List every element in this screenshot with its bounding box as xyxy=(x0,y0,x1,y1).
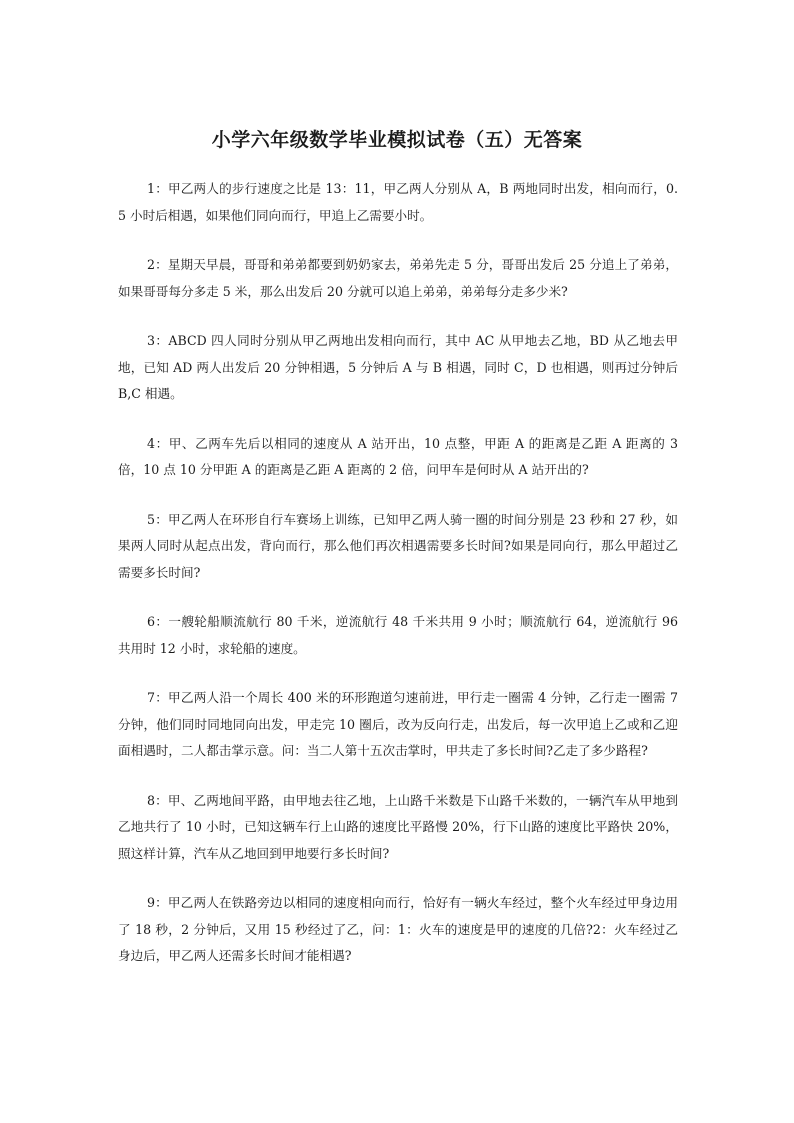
problem-3: 3：ABCD 四人同时分别从甲乙两地出发相向而行，其中 AC 从甲地去乙地，BD 从乙地去甲地，已知 AD 两人出发后 20 分钟相遇，5 分钟后 A 与 B 相遇，同时 C，D 也相遇，则再过分钟后 B,C 相遇。 xyxy=(118,333,678,401)
problem-5: 5：甲乙两人在环形自行车赛场上训练，已知甲乙两人骑一圈的时间分别是 23 秒和 27 秒，如果两人同时从起点出发，背向而行，那么他们再次相遇需要多长时间?如果是同向行，那么甲超过乙需要多长时间? xyxy=(118,511,678,580)
problem-7: 7：甲乙两人沿一个周长 400 米的环形跑道匀速前进，甲行走一圈需 4 分钟，乙行走一圈需 7 分钟，他们同时同地同向出发，甲走完 10 圈后，改为反向行走，出发后，每一次甲追上乙或和乙迎面相遇时，二人都击掌示意。问：当二人第十五次击掌时，甲共走了多长时间?乙走了多少路程? xyxy=(118,690,678,758)
problem-6: 6：一艘轮船顺流航行 80 千米，逆流航行 48 千米共用 9 小时；顺流航行 64，逆流航行 96 共用时 12 小时，求轮船的速度。 xyxy=(118,614,678,656)
problem-9: 9：甲乙两人在铁路旁边以相同的速度相向而行，恰好有一辆火车经过，整个火车经过甲身边用了 18 秒，2 分钟后，又用 15 秒经过了乙，问：1：火车的速度是甲的速度的几倍?2：火车经过乙身边后，甲乙两人还需多长时间才能相遇? xyxy=(118,895,678,963)
problem-2: 2：星期天早晨，哥哥和弟弟都要到奶奶家去，弟弟先走 5 分，哥哥出发后 25 分追上了弟弟，如果哥哥每分多走 5 米，那么出发后 20 分就可以追上弟弟，弟弟每分走多少米? xyxy=(118,257,678,299)
problem-1: 1：甲乙两人的步行速度之比是 13：11，甲乙两人分别从 A，B 两地同时出发，相向而行，0.5 小时后相遇，如果他们同向而行，甲追上乙需要小时。 xyxy=(118,181,678,223)
problem-4: 4：甲、乙两车先后以相同的速度从 A 站开出，10 点整，甲距 A 的距离是乙距 A 距离的 3 倍，10 点 10 分甲距 A 的距离是乙距 A 距离的 2 倍，问甲车是何时从 A 站开出的? xyxy=(118,435,678,477)
page-title: 小学六年级数学毕业模拟试卷（五）无答案 xyxy=(211,129,583,151)
problem-list xyxy=(118,176,678,993)
problem-8: 8：甲、乙两地间平路，由甲地去往乙地，上山路千米数是下山路千米数的，一辆汽车从甲地到乙地共行了 10 小时，已知这辆车行上山路的速度比平路慢 20%，行下山路的速度比平路快 20%，照这样计算，汽车从乙地回到甲地要行多长时间? xyxy=(118,792,678,861)
